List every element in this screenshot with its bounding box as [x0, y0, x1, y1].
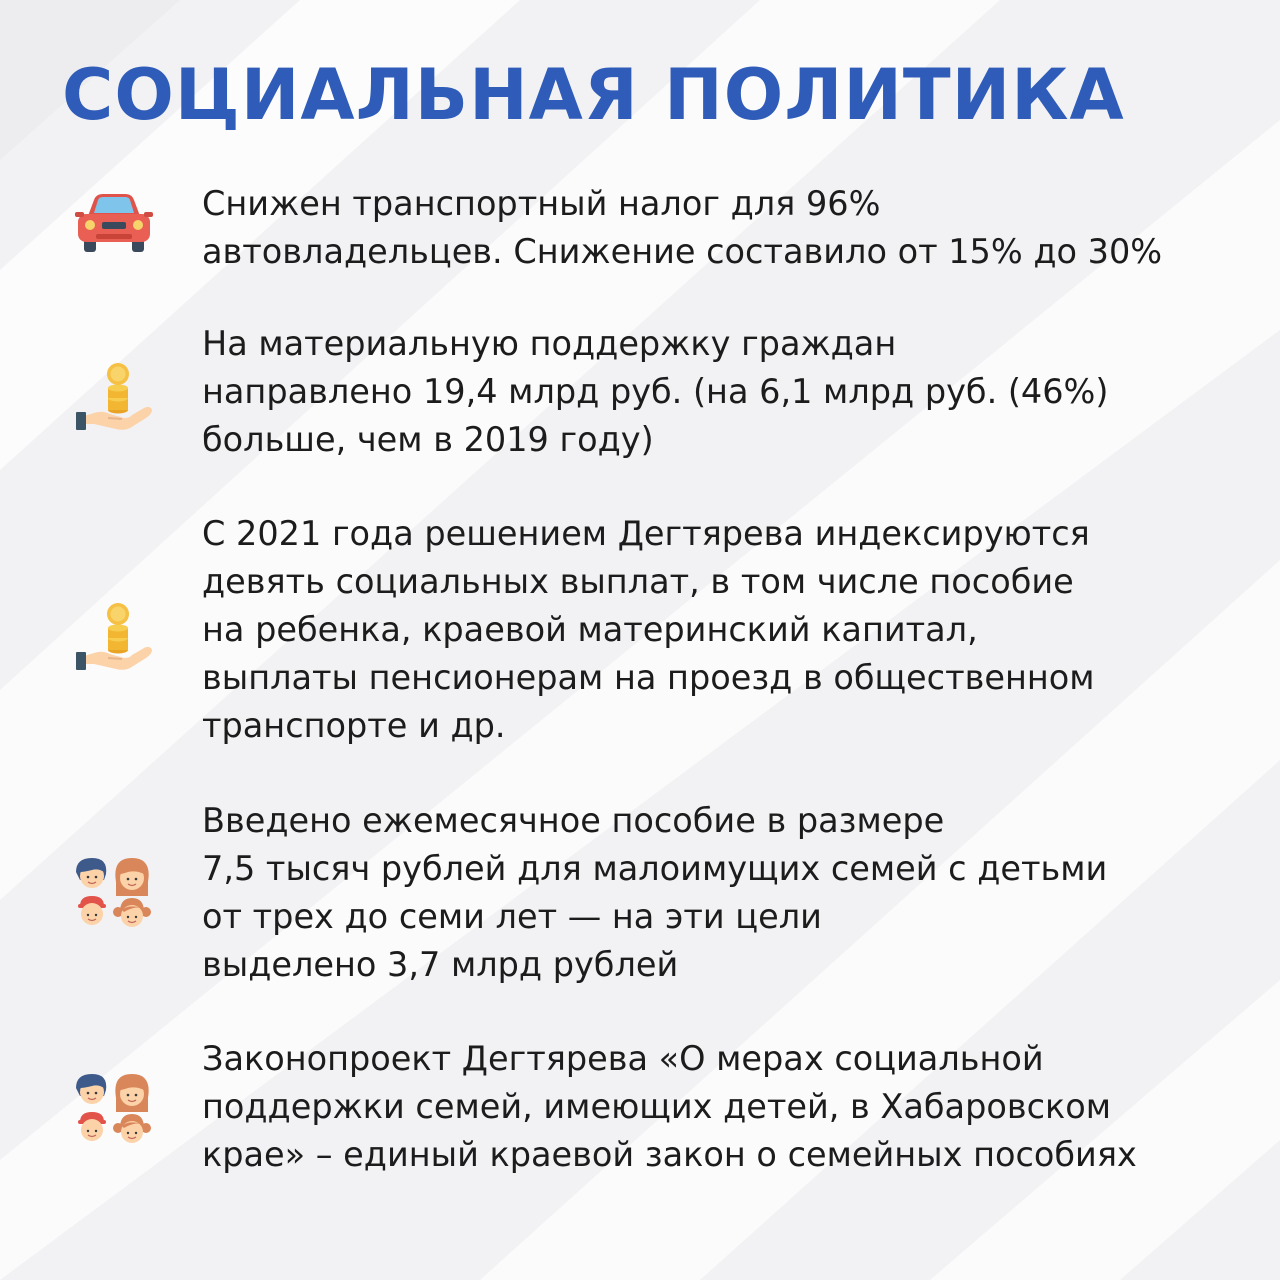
family-icon: [72, 1068, 156, 1152]
item-text-line: На материальную поддержку граждан: [202, 324, 897, 363]
page-title: СОЦИАЛЬНАЯ ПОЛИТИКА: [62, 54, 1125, 136]
item-text-line: на ребенка, краевой материнский капитал,: [202, 610, 978, 649]
item-text-line: выплаты пенсионерам на проезд в общественном: [202, 658, 1095, 697]
item-text-line: 7,5 тысяч рублей для малоимущих семей с детьми: [202, 849, 1108, 888]
item-text-line: поддержки семей, имеющих детей, в Хабаровском: [202, 1087, 1112, 1126]
item-text-line: Снижен транспортный налог для 96%: [202, 184, 881, 223]
item-text-line: выделено 3,7 млрд рублей: [202, 945, 679, 984]
coins-in-hand-icon: [72, 598, 156, 682]
coins-in-hand-icon: [72, 358, 156, 442]
item-text-line: транспорте и др.: [202, 706, 506, 745]
item-text-line: направлено 19,4 млрд руб. (на 6,1 млрд руб. (46%): [202, 372, 1109, 411]
family-icon: [72, 852, 156, 936]
item-text-line: девять социальных выплат, в том числе пособие: [202, 562, 1074, 601]
item-text-line: крае» – единый краевой закон о семейных пособиях: [202, 1135, 1137, 1174]
item-text-line: Введено ежемесячное пособие в размере: [202, 801, 945, 840]
item-text-line: С 2021 года решением Дегтярева индексируются: [202, 514, 1090, 553]
item-text-line: больше, чем в 2019 году): [202, 420, 654, 459]
car-icon: [72, 180, 156, 264]
item-text-line: Законопроект Дегтярева «О мерах социальной: [202, 1039, 1044, 1078]
item-text-line: от трех до семи лет — на эти цели: [202, 897, 822, 936]
item-text-line: автовладельцев. Снижение составило от 15% до 30%: [202, 232, 1163, 271]
